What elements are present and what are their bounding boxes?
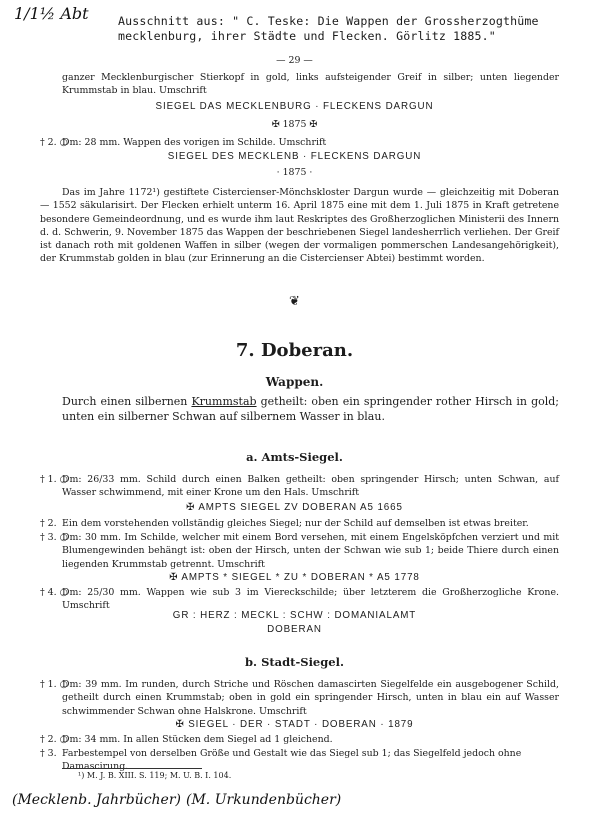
amts-legend-1: ✠ AMPTS SIEGEL ZV DOBERAN A5 1665 — [186, 502, 403, 513]
stadt-entry-2 — [40, 733, 559, 746]
entry-text: Ein dem vorstehenden vollständig gleiches Siegel; nur der Schild auf demselben ist etwas breiter. — [62, 518, 529, 529]
handwritten-annotation-top: 1/1½ Abt — [14, 4, 89, 23]
entry-text: Farbestempel von derselben Größe und Gestalt wie das Siegel sub 1; das Siegelfeld jedoch ohne Damascirung. — [62, 748, 522, 773]
amts-entry-1 — [40, 473, 559, 500]
entry-text: Dm: 30 mm. Im Schilde, welcher mit einem Bord versehen, mit einem Engelsköpfchen verziert und mit Blumengewinden behängt ist: oben der Hirsch, unten der Schwan wie sub 1; beide Thiere durch einen liegenden Krummstab getrennt. Umschrift — [62, 532, 559, 570]
blazon-part: Durch einen silbernen — [62, 395, 192, 408]
amts-entry-4 — [40, 586, 559, 613]
stadt-entry-3 — [40, 747, 559, 774]
blazon-part: getheilt: oben ein springender rother Hirsch in gold; unten ein silberner Schwan auf silbernem Wasser in blau. — [62, 395, 559, 423]
stadt-siegel-heading: b. Stadt-Siegel. — [245, 655, 344, 669]
ornament: ❦ — [289, 294, 300, 309]
handwritten-annotation-bottom-left: (Mecklenb. Jahrbücher) — [12, 792, 181, 808]
dargun-seal1-year: ✠ 1875 ✠ — [271, 119, 318, 130]
entry-mark: † 3. — [40, 748, 57, 759]
entry-mark: † 3. ○ — [40, 532, 68, 543]
amts-legend-4: GR : HERZ : MECKL : SCHW : DOMANIALAMT — [172, 610, 417, 621]
source-note-line2: mecklenburg, ihrer Städte und Flecken. Görlitz 1885." — [118, 29, 496, 43]
amts-legend-3: ✠ AMPTS * SIEGEL * ZU * DOBERAN * A5 1778 — [169, 572, 420, 583]
source-note-line1: Ausschnitt aus: " C. Teske: Die Wappen der Grossherzogthüme — [118, 14, 539, 28]
entry-mark: † 1. ○ — [40, 679, 68, 690]
entry-mark: † 2. ○ — [40, 137, 68, 148]
amts-entry-2 — [40, 517, 559, 530]
dargun-entry-2 — [40, 136, 559, 149]
amts-legend-4b: DOBERAN — [267, 624, 322, 635]
entry-mark: † 2. — [40, 518, 57, 529]
footnote: ¹) M. J. B. XIII. S. 119; M. U. B. I. 104. — [78, 771, 232, 780]
entry-text: Dm: 25/30 mm. Wappen wie sub 3 im Viereckschilde; über letzterem die Großherzogliche Krone. Umschrift — [62, 587, 559, 612]
stadt-entry-1 — [40, 678, 559, 718]
page-number: — 29 — — [276, 55, 313, 66]
dargun-history: Das im Jahre 1172¹) gestiftete Cistercienser-Mönchskloster Dargun wurde — gleichzeitig mit Doberan — 1552 säkularisirt. Der Flecken erhielt unterm 16. April 1875 eine mit dem 1. Juli 1875 in Kraft getretene besondere Gemeindeordnung, und es wurde ihm laut Reskriptes des Großherzoglichen Ministerii des Innern d. d. Schwerin, 9. November 1875 das Wappen der beschriebenen Siegel landesherrlich verliehen. Der Greif ist danach roth mit goldenen Waffen in silber (wegen der vormaligen pommerschen Landesangehörigkeit), der Krummstab golden in blau (zur Erinnerung an die Cistercienser Abtei) bestimmt worden. — [40, 187, 559, 265]
entry-mark: † 4. ○ — [40, 587, 68, 598]
dargun-seal1-legend: SIEGEL DAS MECKLENBURG · FLECKENS DARGUN — [155, 101, 434, 112]
stadt-legend-1: ✠ SIEGEL · DER · STADT · DOBERAN · 1879 — [175, 719, 414, 730]
entry-text: Dm: 39 mm. Im runden, durch Striche und Röschen damascirten Siegelfelde ein ausgebogener Schild, getheilt durch einen Krummstab; oben in gold ein springender Hirsch, unten in blau ein auf Wasser schwimmender Schwan ohne Halskrone. Umschrift — [62, 679, 559, 717]
entry-text: Dm: 28 mm. Wappen des vorigen im Schilde. Umschrift — [62, 137, 327, 148]
handwritten-annotation-bottom-right: (M. Urkundenbücher) — [186, 792, 342, 808]
entry-mark: † 1. ○ — [40, 474, 68, 485]
wappen-heading: Wappen. — [265, 375, 324, 389]
footnote-rule — [62, 768, 202, 769]
blazon-underlined: Krummstab — [191, 395, 257, 408]
dargun-seal2-legend: SIEGEL DES MECKLENB · FLECKENS DARGUN — [167, 151, 422, 162]
blazon — [62, 394, 559, 424]
dargun-continuation: ganzer Mecklenburgischer Stierkopf in gold, links aufsteigender Greif in silber; unten liegender Krummstab in blau. Umschrift — [62, 72, 559, 97]
dargun-seal2-year: · 1875 · — [276, 167, 313, 178]
entry-text: Dm: 26/33 mm. Schild durch einen Balken getheilt: oben springender Hirsch; unten Schwan, auf Wasser schwimmend, mit einer Krone um den Hals. Umschrift — [62, 474, 559, 499]
entry-text: Dm: 34 mm. In allen Stücken dem Siegel ad 1 gleichend. — [62, 734, 333, 745]
amts-siegel-heading: a. Amts-Siegel. — [246, 450, 343, 464]
amts-entry-3 — [40, 531, 559, 571]
doberan-heading: 7. Doberan. — [235, 340, 354, 361]
entry-mark: † 2. ○ — [40, 734, 68, 745]
